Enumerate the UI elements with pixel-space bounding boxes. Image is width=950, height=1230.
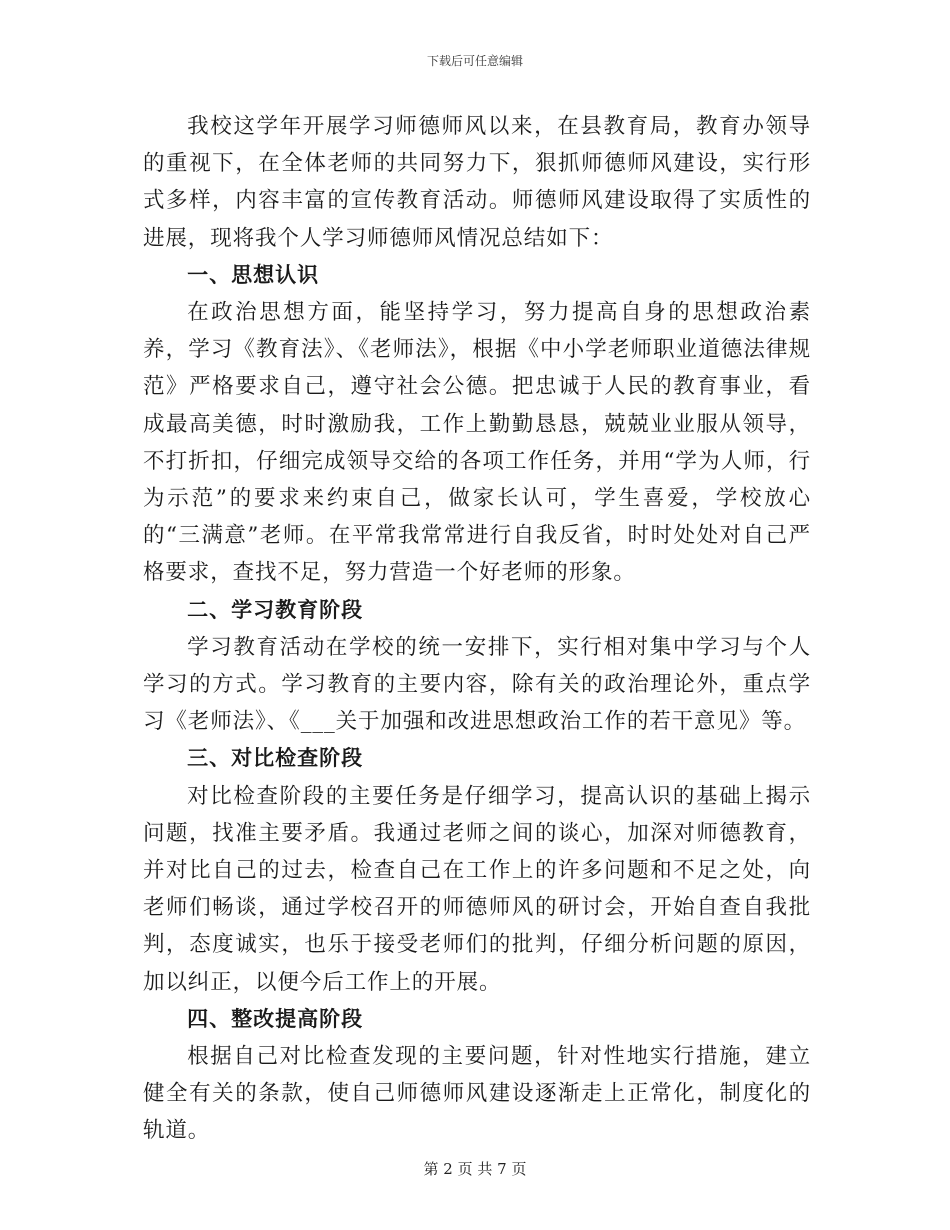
header-note: 下载后可任意编辑 [426,54,523,68]
document-body [143,108,811,1150]
section-body-2: 学习教育活动在学校的统一安排下，实行相对集中学习与个人学习的方式。学习教育的主要内容，除有关的政治理论外，重点学习《老师法》、《___关于加强和改进思想政治工作的若干意见》等。 [143,634,811,735]
section-body-4: 根据自己对比检查发现的主要问题，针对性地实行措施，建立健全有关的条款，使自己师德师风建设逐渐走上正常化，制度化的轨道。 [143,1044,811,1144]
section-body-1: 在政治思想方面，能坚持学习，努力提高自身的思想政治素养，学习《教育法》、《老师法》，根据《中小学老师职业道德法律规范》严格要求自己，遵守社会公德。把忠诚于人民的教育事业，看成最高美德，时时激励我，工作上勤勤恳恳，兢兢业业服从领导，不打折扣，仔细完成领导交给的各项工作任务，并用“学为人师，行为示范”的要求来约束自己，做家长认可，学生喜爱，学校放心的“三满意”老师。在平常我常常进行自我反省，时时处处对自己严格要求，查找不足，努力营造一个好老师的形象。 [143,300,811,586]
intro-paragraph: 我校这学年开展学习师德师风以来，在县教育局，教育办领导的重视下，在全体老师的共同努力下，狠抓师德师风建设，实行形式多样，内容丰富的宣传教育活动。师德师风建设取得了实质性的进展，现将我个人学习师德师风情况总结如下： [143,114,811,251]
section-heading-2: 二、学习教育阶段 [187,597,364,622]
section-heading-1: 一、思想认识 [187,262,320,287]
section-body-3: 对比检查阶段的主要任务是仔细学习，提高认识的基础上揭示问题，找准主要矛盾。我通过老师之间的谈心，加深对师德教育，并对比自己的过去，检查自己在工作上的许多问题和不足之处，向老师们畅谈，通过学校召开的师德师风的研讨会，开始自查自我批判，态度诚实，也乐于接受老师们的批判，仔细分析问题的原因，加以纠正，以便今后工作上的开展。 [143,783,811,995]
page-indicator: 第 2 页 共 7 页 [423,1160,527,1178]
section-heading-4: 四、整改提高阶段 [187,1006,364,1031]
section-heading-3: 三、对比检查阶段 [187,746,364,771]
